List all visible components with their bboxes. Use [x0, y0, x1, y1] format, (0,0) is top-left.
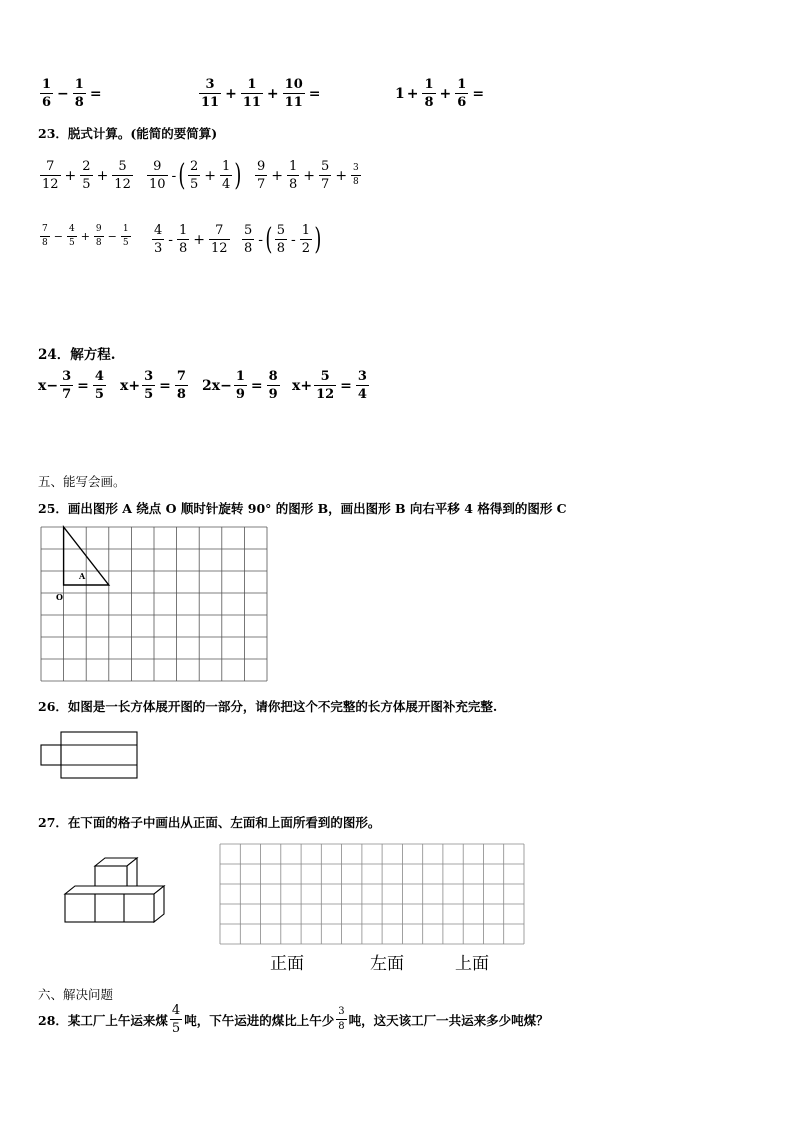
- q23-expression-3: $\frac{9}{7}$ + $\frac{1}{8}$ + $\frac{5}{7}$ + $\frac{3}{8}$: [257, 159, 359, 192]
- label-front-view: 正面: [270, 954, 304, 974]
- q26-unfolded-net[interactable]: [38, 728, 140, 782]
- q27-drawing-grid[interactable]: [218, 842, 526, 946]
- section-5-heading: 五、能写会画。: [38, 474, 126, 489]
- net-side-square: [41, 745, 61, 765]
- top-expression-1: $\frac{1}{6}$ − $\frac{1}{8}$ =: [42, 77, 102, 110]
- q28-text-mid: 吨，下午运进的煤比上午少: [184, 1012, 335, 1028]
- drawing-grid-lines: [220, 844, 524, 944]
- top-expression-2: $\frac{3}{11}$ + $\frac{1}{11}$ + $\frac{10}{11}$ =: [201, 77, 321, 110]
- q28-text-pre: 28．某工厂上午运来煤: [38, 1012, 168, 1028]
- q28-fraction-2: $\frac{3}{8}$: [338, 1006, 345, 1032]
- q27-title: 27．在下面的格子中画出从正面、左面和上面所看到的图形。: [38, 815, 381, 830]
- q23-expression-2: $\frac{9}{10}$ - ( $\frac{2}{5}$ + $\frac{1}{4}$ ): [149, 157, 242, 193]
- q25-grid[interactable]: [38, 524, 270, 684]
- label-top-view: 上面: [455, 954, 489, 974]
- q28-text-post: 吨，这天该工厂一共运来多少吨煤？: [348, 1012, 549, 1028]
- q23-title: 23．脱式计算。(能简的要简算): [38, 126, 218, 141]
- q23-expression-1: $\frac{7}{12}$ + $\frac{2}{5}$ + $\frac{5}{12}$: [42, 159, 131, 192]
- q28-question: [38, 1004, 549, 1035]
- q23-expression-6: $\frac{5}{8}$ - ( $\frac{5}{8}$ - $\frac{1}{2}$ ): [244, 221, 322, 257]
- grid-lines: [41, 527, 267, 681]
- q28-fraction-1: $\frac{4}{5}$: [171, 1003, 181, 1036]
- point-o-label: O: [56, 592, 63, 602]
- q27-cube-solid: [60, 856, 170, 928]
- q24-title: 24．解方程.: [38, 347, 116, 363]
- q23-expression-4: $\frac{7}{8}$ − $\frac{4}{5}$ + $\frac{9}{8}$ − $\frac{1}{5}$: [42, 224, 129, 248]
- q24-equation-2: x+ $\frac{3}{5}$ = $\frac{7}{8}$: [120, 369, 186, 402]
- q24-equation-1: x− $\frac{3}{7}$ = $\frac{4}{5}$: [38, 369, 104, 402]
- q25-title: 25．画出图形 A 绕点 O 顺时针旋转 90° 的图形 B，画出图形 B 向右平移 4 格得到的图形 C: [38, 501, 567, 516]
- shape-a-label: A: [79, 571, 86, 581]
- section-6-heading: 六、解决问题: [38, 987, 114, 1002]
- label-left-view: 左面: [370, 954, 404, 974]
- net-main-rect: [61, 732, 137, 778]
- q26-title: 26．如图是一长方体展开图的一部分，请你把这个不完整的长方体展开图补充完整.: [38, 699, 498, 714]
- top-expression-3: 1 + $\frac{1}{8}$ + $\frac{1}{6}$ =: [395, 77, 485, 110]
- q23-expression-5: $\frac{4}{3}$ - $\frac{1}{8}$ + $\frac{7}{12}$: [154, 223, 228, 256]
- q24-equation-4: x+ $\frac{5}{12}$ = $\frac{3}{4}$: [292, 369, 367, 402]
- q24-equation-3: 2x− $\frac{1}{9}$ = $\frac{8}{9}$: [202, 369, 278, 402]
